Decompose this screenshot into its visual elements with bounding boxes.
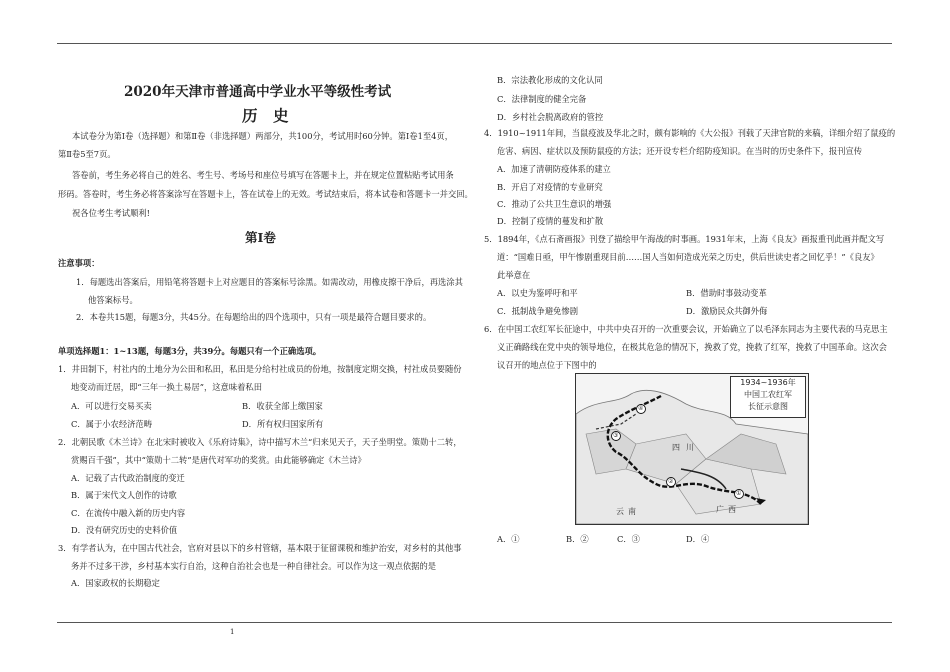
intro-line: 答卷前，考生务必将自己的姓名、考生号、考场号和座位号填写在答题卡上，并在规定位置粘贴考试用条: [72, 170, 454, 180]
q5-option-a[interactable]: A．以史为鉴呼吁和平: [497, 288, 578, 298]
question-3: 3．有学者认为，在中国古代社会，官府对县以下的乡村管辖，基本限于征留课税和维护治安，对乡村的其他事: [58, 543, 462, 553]
q6-option-b[interactable]: B．②: [566, 534, 589, 544]
q4-option-d[interactable]: D．控制了疫情的蔓发和扩散: [497, 216, 604, 226]
question-2: 2．北朝民歌《木兰诗》在北宋时被收入《乐府诗集》，诗中描写木兰“归来见天子，天子坐明堂。策勋十二转，: [58, 437, 462, 447]
q6-option-c[interactable]: C．③: [617, 534, 640, 544]
q3-option-c[interactable]: C．法律制度的健全完备: [497, 94, 587, 104]
question-4-cont: 危害、病因、症状以及预防鼠疫的方法；还开设专栏介绍防疫知识。在当时的历史条件下，报刊宣传: [497, 146, 863, 156]
q4-option-b[interactable]: B．开启了对疫情的专业研究: [497, 182, 603, 192]
question-5: 5．1894年，《点石斋画报》刊登了描绘甲午海战的时事画。1931年末，上海《良友》画报重刊此画并配文写: [484, 234, 885, 244]
q1-option-b[interactable]: B．收获全部上缴国家: [242, 401, 323, 411]
q3-option-b[interactable]: B．宗法教化形成的文化认同: [497, 75, 603, 85]
q4-option-a[interactable]: A．加速了清朝防疫体系的建立: [497, 164, 611, 174]
marker-4-label: ④: [638, 405, 644, 412]
q6-option-d[interactable]: D．④: [686, 534, 710, 544]
notice-item: 1．每题选出答案后，用铅笔将答题卡上对应题目的答案标号涂黑。如需改动，用橡皮擦干净后，再选涂其: [76, 277, 463, 287]
map-legend-line: 中国工农红军: [744, 390, 792, 399]
map-region-label: 川: [686, 443, 694, 452]
q5-option-c[interactable]: C．抵制战争避免惨剧: [497, 306, 579, 316]
page-number: 1: [230, 628, 235, 636]
question-6: 6．在中国工农红军长征途中，中共中央召开的一次重要会议，开始确立了以毛泽东同志为主要代表的马克思主: [484, 324, 888, 334]
question-6-cont: 议召开的地点位于下图中的: [497, 360, 597, 370]
map-region-label: 西: [728, 505, 736, 514]
top-rule: [57, 43, 892, 44]
marker-3-label: ③: [613, 432, 619, 439]
section-title: 第Ⅰ卷: [245, 230, 276, 245]
intro-line: 本试卷分为第Ⅰ卷（选择题）和第Ⅱ卷（非选择题）两部分，共100分，考试用时60分钟。第Ⅰ卷1至4页，: [72, 131, 454, 141]
question-6-cont: 义正确路线在党中央的领导地位，在极其危急的情况下，挽救了党，挽救了红军，挽救了中国革命。这次会: [497, 342, 887, 352]
map-legend-years: 1934~1936年: [740, 378, 796, 387]
q2-option-c[interactable]: C．在流传中融入新的历史内容: [71, 508, 186, 518]
q1-option-c[interactable]: C．属于小农经济范畴: [71, 419, 153, 429]
q5-option-d[interactable]: D．激励民众共御外侮: [686, 306, 768, 316]
instruction: 单项选择题1：1~13题，每题3分，共39分。每题只有一个正确选项。: [58, 346, 322, 356]
question-3-cont: 务并不过多干涉，乡村基本实行自治，这种自治社会也是一种自律社会。可以作为这一观点依据的是: [71, 561, 437, 571]
q2-option-a[interactable]: A．记载了古代政治制度的变迁: [71, 473, 185, 483]
q3-option-d[interactable]: D．乡村社会脱离政府的管控: [497, 112, 604, 122]
question-2-cont: 赏赐百千强”，其中“策勋十二转”是唐代对军功的奖赏。由此能够确定《木兰诗》: [71, 455, 366, 465]
intro-line: 祝各位考生考试顺利!: [72, 208, 151, 218]
intro-line: 第Ⅱ卷5至7页。: [58, 149, 116, 159]
q2-option-b[interactable]: B．属于宋代文人创作的诗歌: [71, 490, 177, 500]
bottom-rule: [57, 622, 892, 623]
notice-item: 2．本卷共15题，每题3分，共45分。在每题给出的四个选项中，只有一项是最符合题目要求的。: [76, 312, 432, 322]
subject-title: 历 史: [242, 106, 289, 125]
map-region-label: 四: [672, 443, 680, 452]
q3-option-a[interactable]: A．国家政权的长期稳定: [71, 578, 160, 588]
question-5-cont: 道：“国难日亟，甲午惨剧重现目前……国人当如何造成光荣之历史，供后世读史者之回忆乎！”《良友》: [497, 252, 879, 262]
exam-title: 2020年天津市普通高中学业水平等级性考试: [124, 84, 392, 100]
map-region-label: 云: [616, 507, 624, 516]
question-4: 4．1910~1911年间，当鼠疫波及华北之时，颇有影响的《大公报》刊载了天津官院的来稿，详细介绍了鼠疫的: [484, 128, 896, 138]
marker-2-label: ②: [668, 478, 674, 485]
notice-item: 他答案标号。: [88, 295, 138, 305]
notice-label: 注意事项：: [58, 258, 100, 268]
question-1-cont: 地变动而迁居，即“三年一换土易居”，这意味着私田: [71, 382, 263, 392]
question-5-cont: 此举意在: [497, 270, 531, 280]
q2-option-d[interactable]: D．没有研究历史的史料价值: [71, 525, 178, 535]
marker-1-label: ①: [736, 490, 742, 497]
long-march-map: [575, 373, 809, 525]
map-region-label: 广: [716, 505, 724, 514]
map-legend-line: 长征示意图: [748, 402, 788, 411]
map-legend: [730, 376, 806, 418]
question-1: 1．井田制下，村社内的土地分为公田和私田，私田是分给村社成员的份地，按制度定期交换，村社成员要随份: [58, 364, 462, 374]
q1-option-d[interactable]: D．所有权归国家所有: [242, 419, 324, 429]
map-region-label: 南: [628, 507, 636, 516]
q1-option-a[interactable]: A．可以进行交易买卖: [71, 401, 152, 411]
intro-line: 形码。答卷时，考生务必将答案涂写在答题卡上，答在试卷上的无效。考试结束后，将本试卷和答题卡一并交回。: [58, 189, 473, 199]
q6-option-a[interactable]: A．①: [497, 534, 520, 544]
q5-option-b[interactable]: B．借助时事鼓动变革: [686, 288, 767, 298]
q4-option-c[interactable]: C．推动了公共卫生意识的增强: [497, 199, 612, 209]
